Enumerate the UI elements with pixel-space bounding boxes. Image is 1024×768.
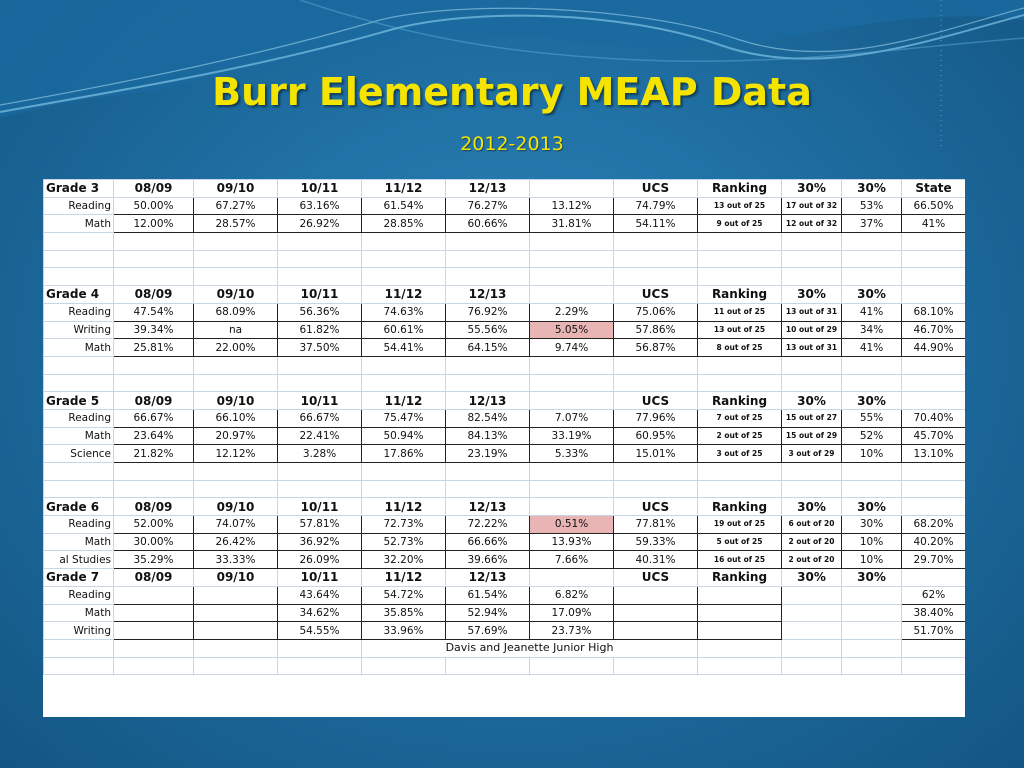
column-header [530,286,614,304]
subject-label: Reading [44,303,114,321]
section-header-row [44,286,966,304]
subject-label: Math [44,339,114,357]
column-header: 08/09 [114,498,194,516]
data-cell: 2 out of 25 [698,427,782,445]
data-cell: 41% [842,339,902,357]
data-cell: 60.66% [446,215,530,233]
column-header: 09/10 [194,392,278,410]
column-header: UCS [614,286,698,304]
column-header: 08/09 [114,392,194,410]
data-cell: 12.12% [194,445,278,463]
data-cell: 5.33% [530,445,614,463]
data-cell: 66.66% [446,533,530,551]
data-cell: 15 out of 27 [782,409,842,427]
data-cell: 66.50% [902,197,966,215]
data-cell: 26.09% [278,551,362,569]
data-cell: 34.62% [278,604,362,622]
data-cell: 76.27% [446,197,530,215]
column-header [530,498,614,516]
slide-subtitle: 2012-2013 [460,133,564,155]
data-cell: 13.10% [902,445,966,463]
blank-row [44,268,966,286]
column-header: 09/10 [194,498,278,516]
data-cell: 57.81% [278,516,362,534]
column-header [902,286,966,304]
data-cell: 52.00% [114,516,194,534]
subject-label: Reading [44,197,114,215]
data-cell: 55.56% [446,321,530,339]
subject-label: Math [44,215,114,233]
data-cell: 21.82% [114,445,194,463]
data-cell [698,622,782,640]
data-cell: 74.79% [614,197,698,215]
data-cell: 28.57% [194,215,278,233]
data-cell: 55% [842,409,902,427]
data-cell: 39.66% [446,551,530,569]
column-header [530,180,614,198]
data-cell: 20.97% [194,427,278,445]
data-cell: 2 out of 20 [782,533,842,551]
column-header: 10/11 [278,286,362,304]
data-cell: 13 out of 31 [782,339,842,357]
data-cell: 50.94% [362,427,446,445]
data-cell: 2.29% [530,303,614,321]
column-header: 30% [782,286,842,304]
subject-label: al Studies [44,551,114,569]
column-header: 12/13 [446,392,530,410]
data-cell: 52.94% [446,604,530,622]
school-note: Davis and Jeanette Junior High [362,639,698,657]
blank-row [44,356,966,374]
subject-label: Math [44,604,114,622]
data-cell: 43.64% [278,586,362,604]
column-header: 11/12 [362,498,446,516]
data-cell [114,604,194,622]
data-cell: 5 out of 25 [698,533,782,551]
data-cell: 31.81% [530,215,614,233]
column-header: 10/11 [278,392,362,410]
data-cell: 15 out of 29 [782,427,842,445]
column-header: 30% [782,392,842,410]
data-cell: 28.85% [362,215,446,233]
grade-label: Grade 6 [44,498,114,516]
data-cell: 12 out of 32 [782,215,842,233]
data-cell: 9 out of 25 [698,215,782,233]
data-cell: 61.54% [362,197,446,215]
data-cell: 35.85% [362,604,446,622]
subject-label: Reading [44,409,114,427]
column-header [902,569,966,587]
data-cell: 33.96% [362,622,446,640]
column-header: 10/11 [278,569,362,587]
data-cell: 29.70% [902,551,966,569]
data-cell: 17 out of 32 [782,197,842,215]
column-header: 09/10 [194,569,278,587]
data-cell: 66.67% [278,409,362,427]
data-cell: 72.73% [362,516,446,534]
table-row [44,427,966,445]
data-cell: 60.61% [362,321,446,339]
subject-label: Math [44,533,114,551]
column-header: Ranking [698,569,782,587]
data-cell: 17.86% [362,445,446,463]
column-header: 30% [842,392,902,410]
data-cell: 84.13% [446,427,530,445]
data-cell [114,586,194,604]
data-cell: 40.31% [614,551,698,569]
data-cell: 7 out of 25 [698,409,782,427]
data-cell: 51.70% [902,622,966,640]
data-cell: 72.22% [446,516,530,534]
column-header: 30% [782,569,842,587]
data-cell: 13.93% [530,533,614,551]
data-cell [194,622,278,640]
column-header: 12/13 [446,286,530,304]
data-cell: 33.33% [194,551,278,569]
data-cell: 5.05% [530,321,614,339]
data-cell: 3 out of 25 [698,445,782,463]
table-row [44,215,966,233]
section-header-row [44,498,966,516]
column-header: 11/12 [362,286,446,304]
data-cell: 3 out of 29 [782,445,842,463]
table-row [44,321,966,339]
data-cell: 30% [842,516,902,534]
grade-label: Grade 3 [44,180,114,198]
subject-label: Reading [44,586,114,604]
column-header [902,392,966,410]
column-header: 30% [782,498,842,516]
data-cell: 40.20% [902,533,966,551]
data-cell: 10% [842,445,902,463]
data-cell: 82.54% [446,409,530,427]
column-header: 11/12 [362,392,446,410]
data-cell: 23.64% [114,427,194,445]
column-header: 30% [842,569,902,587]
data-cell: 64.15% [446,339,530,357]
blank-row [44,463,966,481]
data-cell: 26.92% [278,215,362,233]
data-cell: 77.81% [614,516,698,534]
data-cell: 77.96% [614,409,698,427]
data-cell: 74.07% [194,516,278,534]
column-header: State [902,180,966,198]
blank-row [44,233,966,251]
data-cell: 66.10% [194,409,278,427]
data-cell: 50.00% [114,197,194,215]
column-header: 09/10 [194,286,278,304]
data-cell: 7.66% [530,551,614,569]
section-header-row [44,392,966,410]
subject-label: Writing [44,321,114,339]
data-cell: 70.40% [902,409,966,427]
data-cell: 41% [842,303,902,321]
grade-label: Grade 4 [44,286,114,304]
data-cell: 53% [842,197,902,215]
column-header: 30% [782,180,842,198]
data-cell: 60.95% [614,427,698,445]
data-cell: 46.70% [902,321,966,339]
data-cell: 10% [842,551,902,569]
data-cell: 26.42% [194,533,278,551]
blank-row [44,374,966,392]
data-cell: 25.81% [114,339,194,357]
column-header: 12/13 [446,498,530,516]
data-cell: 6 out of 20 [782,516,842,534]
data-cell: 23.73% [530,622,614,640]
data-cell: 57.86% [614,321,698,339]
section-header-row [44,569,966,587]
data-cell: 19 out of 25 [698,516,782,534]
data-cell [194,586,278,604]
data-cell: 74.63% [362,303,446,321]
data-cell: 11 out of 25 [698,303,782,321]
data-cell: 45.70% [902,427,966,445]
data-cell: 3.28% [278,445,362,463]
data-cell: 0.51% [530,516,614,534]
data-cell: 68.10% [902,303,966,321]
data-cell: 9.74% [530,339,614,357]
subject-label: Writing [44,622,114,640]
data-cell: 56.36% [278,303,362,321]
table-row [44,533,966,551]
data-cell: 54.72% [362,586,446,604]
column-header: 30% [842,286,902,304]
data-cell: 44.90% [902,339,966,357]
data-cell [614,586,698,604]
column-header: UCS [614,180,698,198]
column-header: 08/09 [114,180,194,198]
data-cell [782,622,842,640]
grade-label: Grade 5 [44,392,114,410]
data-cell: 6.82% [530,586,614,604]
data-cell: 47.54% [114,303,194,321]
data-cell: 41% [902,215,966,233]
table-row [44,586,966,604]
column-header: 12/13 [446,180,530,198]
data-cell: 2 out of 20 [782,551,842,569]
data-cell: 13 out of 31 [782,303,842,321]
column-header: UCS [614,569,698,587]
table-row [44,445,966,463]
data-cell: 75.06% [614,303,698,321]
slide-title: Burr Elementary MEAP Data [212,70,812,114]
column-header: 30% [842,180,902,198]
data-cell: 37.50% [278,339,362,357]
column-header: Ranking [698,286,782,304]
column-header: UCS [614,392,698,410]
data-cell: 15.01% [614,445,698,463]
column-header: 11/12 [362,180,446,198]
data-cell [698,604,782,622]
data-cell: na [194,321,278,339]
data-cell: 68.09% [194,303,278,321]
data-cell: 10% [842,533,902,551]
data-cell: 37% [842,215,902,233]
data-cell: 36.92% [278,533,362,551]
data-cell: 52.73% [362,533,446,551]
column-header: 11/12 [362,569,446,587]
table-row [44,551,966,569]
column-header: Ranking [698,180,782,198]
data-cell: 68.20% [902,516,966,534]
data-cell: 12.00% [114,215,194,233]
table-row [44,516,966,534]
subject-label: Reading [44,516,114,534]
column-header: 12/13 [446,569,530,587]
spreadsheet-table [43,179,965,717]
column-header: Ranking [698,498,782,516]
data-cell: 38.40% [902,604,966,622]
data-cell: 39.34% [114,321,194,339]
data-cell [114,622,194,640]
data-cell: 57.69% [446,622,530,640]
data-cell: 30.00% [114,533,194,551]
column-header: 10/11 [278,180,362,198]
data-cell: 75.47% [362,409,446,427]
data-cell [842,586,902,604]
data-cell: 54.11% [614,215,698,233]
subject-label: Science [44,445,114,463]
data-cell [842,604,902,622]
data-cell: 35.29% [114,551,194,569]
data-cell: 8 out of 25 [698,339,782,357]
data-cell: 34% [842,321,902,339]
column-header: 10/11 [278,498,362,516]
blank-row [44,657,966,675]
data-cell [194,604,278,622]
table-row [44,604,966,622]
data-cell: 22.00% [194,339,278,357]
data-cell: 56.87% [614,339,698,357]
column-header: Ranking [698,392,782,410]
data-cell: 66.67% [114,409,194,427]
data-cell [782,586,842,604]
column-header [530,569,614,587]
data-cell: 16 out of 25 [698,551,782,569]
footnote-row [44,639,966,657]
data-cell: 76.92% [446,303,530,321]
meap-data-grid [43,179,965,675]
grade-label: Grade 7 [44,569,114,587]
data-cell [698,586,782,604]
data-cell: 54.55% [278,622,362,640]
data-cell: 63.16% [278,197,362,215]
column-header [530,392,614,410]
blank-row [44,250,966,268]
subject-label: Math [44,427,114,445]
data-cell: 13 out of 25 [698,197,782,215]
data-cell [614,604,698,622]
data-cell: 52% [842,427,902,445]
data-cell: 33.19% [530,427,614,445]
section-header-row [44,180,966,198]
table-row [44,303,966,321]
column-header: 30% [842,498,902,516]
data-cell: 10 out of 29 [782,321,842,339]
column-header: 08/09 [114,569,194,587]
column-header: UCS [614,498,698,516]
table-row [44,339,966,357]
data-cell: 13.12% [530,197,614,215]
data-cell: 61.54% [446,586,530,604]
data-cell: 22.41% [278,427,362,445]
data-cell: 13 out of 25 [698,321,782,339]
data-cell: 62% [902,586,966,604]
table-row [44,409,966,427]
data-cell: 23.19% [446,445,530,463]
table-row [44,622,966,640]
data-cell: 61.82% [278,321,362,339]
table-row [44,197,966,215]
column-header [902,498,966,516]
data-cell [614,622,698,640]
data-cell: 7.07% [530,409,614,427]
data-cell [782,604,842,622]
data-cell: 67.27% [194,197,278,215]
blank-row [44,480,966,498]
data-cell: 32.20% [362,551,446,569]
data-cell: 59.33% [614,533,698,551]
data-cell [842,622,902,640]
column-header: 08/09 [114,286,194,304]
data-cell: 17.09% [530,604,614,622]
data-cell: 54.41% [362,339,446,357]
column-header: 09/10 [194,180,278,198]
